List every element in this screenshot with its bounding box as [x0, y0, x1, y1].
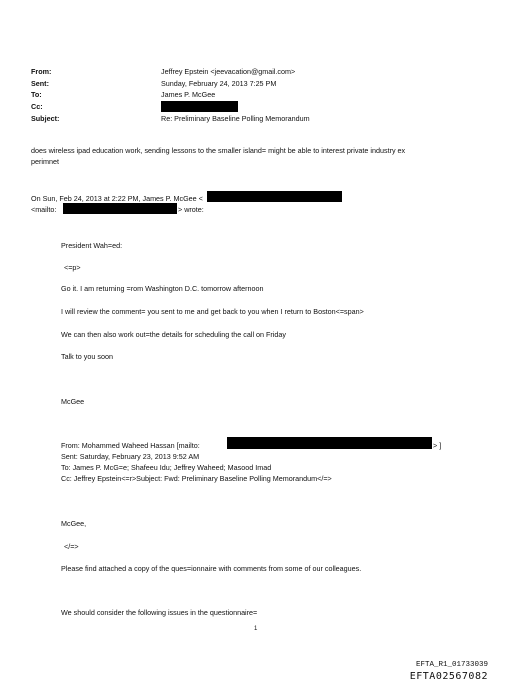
page-number: 1 — [254, 626, 258, 632]
fwd-from-redaction — [227, 437, 432, 449]
body-line-1: does wireless ipad education work, sending lessons to the smaller island= might be able to interest private industry ex — [31, 146, 406, 155]
reply-p-tag: <=p> — [64, 263, 81, 272]
fwd-para-2: We should consider the following issues in the questionnaire= — [61, 608, 258, 617]
fwd-tag: </=> — [64, 542, 79, 551]
fwd-from: From: Mohammed Waheed Hassan [mailto: — [61, 441, 200, 450]
subject-label: Subject: — [31, 114, 60, 123]
cc-label: Cc: — [31, 102, 43, 111]
quote-email-redaction — [207, 191, 342, 202]
from-value: Jeffrey Epstein <jeevacation@gmail.com> — [161, 67, 296, 76]
quote-wrote: > wrote: — [178, 205, 204, 214]
reply-line-2: I will review the comment= you sent to me and get back to you when I return to Boston<=span> — [61, 307, 364, 316]
subject-value: Re: Preliminary Baseline Polling Memorandum — [161, 114, 310, 123]
reply-line-1: Go it. I am returning =rom Washington D.C. tomorrow afternoon — [61, 284, 264, 293]
reply-greeting: President Wah=ed: — [61, 241, 123, 250]
quote-mailto-redaction — [63, 203, 177, 214]
fwd-to: To: James P. McG=e; Shafeeu Idu; Jeffrey Waheed; Masood Imad — [61, 463, 272, 472]
reply-signature: McGee — [61, 397, 85, 406]
reply-line-4: Talk to you soon — [61, 352, 113, 361]
fwd-sent: Sent: Saturday, February 23, 2013 9:52 AM — [61, 452, 200, 461]
bates-number-2: EFTA02567082 — [409, 671, 488, 682]
from-label: From: — [31, 67, 52, 76]
body-line-2: perimnet — [31, 157, 59, 166]
fwd-from-end: > ] — [433, 441, 442, 450]
fwd-greeting: McGee, — [61, 519, 87, 528]
fwd-cc: Cc: Jeffrey Epstein<=r>Subject: Fwd: Preliminary Baseline Polling Memorandum</=> — [61, 474, 332, 483]
fwd-para-1: Please find attached a copy of the ques=ionnaire with comments from some of our colleagues. — [61, 564, 362, 573]
bates-number-1: EFTA_R1_01733039 — [415, 661, 488, 669]
to-label: To: — [31, 90, 42, 99]
quote-on-line: On Sun, Feb 24, 2013 at 2:22 PM, James P. McGee < — [31, 194, 203, 203]
reply-line-3: We can then also work out=the details for scheduling the call on Friday — [61, 330, 287, 339]
cc-redaction — [161, 101, 238, 112]
sent-label: Sent: — [31, 79, 49, 88]
quote-mailto: <mailto: — [31, 205, 57, 214]
to-value: James P. McGee — [161, 90, 216, 99]
sent-value: Sunday, February 24, 2013 7:25 PM — [161, 79, 277, 88]
